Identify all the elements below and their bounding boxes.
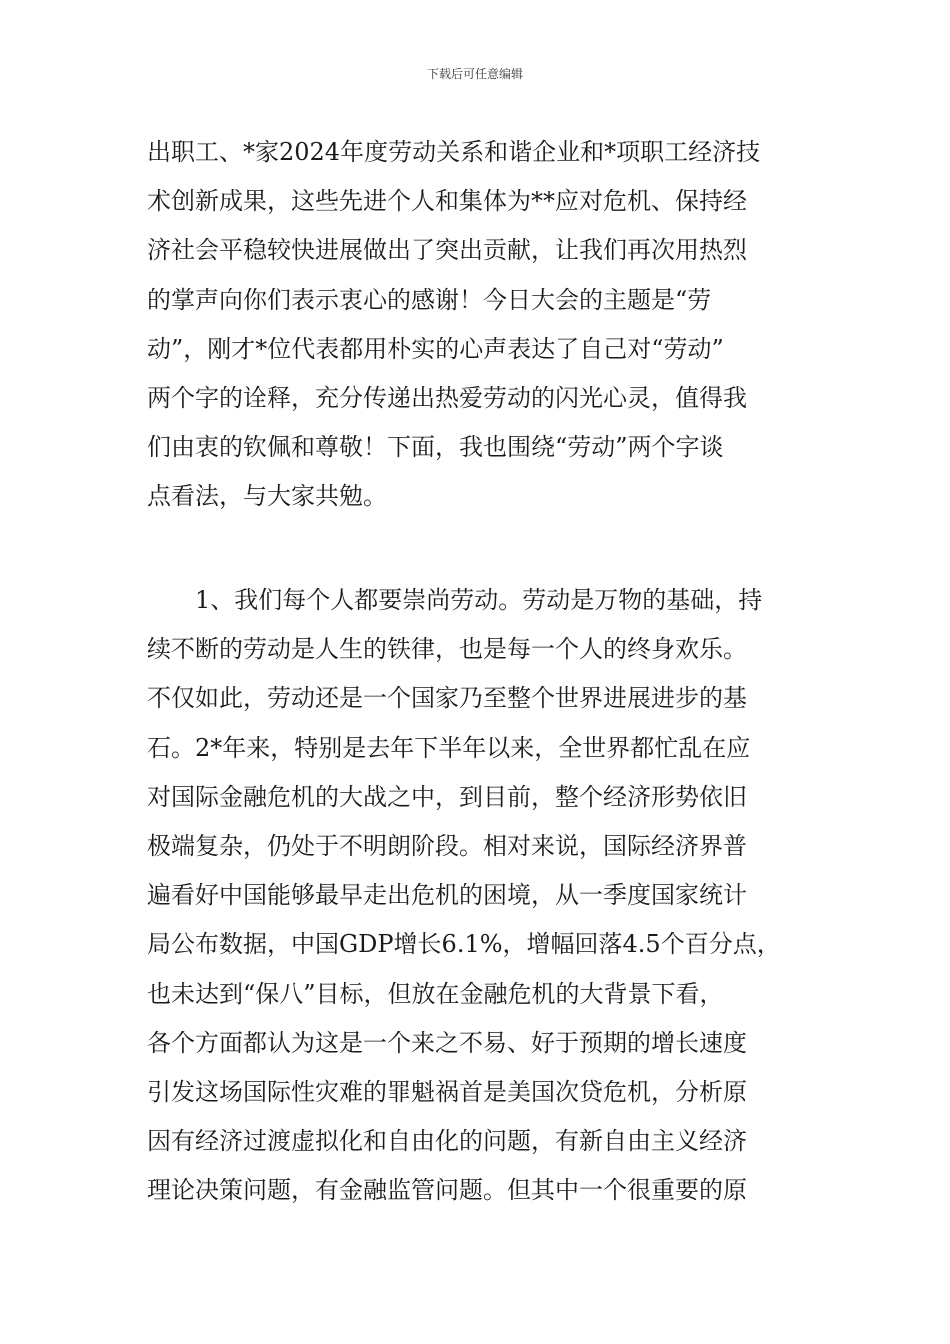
text-line: 的掌声向你们表示衷心的感谢！今日大会的主题是“劳 [147,285,712,314]
text-line: 动”，刚才*位代表都用朴实的心声表达了自己对“劳动” [147,334,724,363]
paragraph-1 [147,128,827,522]
paragraph-2 [147,576,827,1215]
text-line: 对国际金融危机的大战之中，到目前，整个经济形势依旧 [147,782,747,811]
text-line: 遍看好中国能够最早走出危机的困境，从一季度国家统计 [147,881,747,910]
text-line: 不仅如此，劳动还是一个国家乃至整个世界进展进步的基 [147,684,747,713]
text-line: 两个字的诠释，充分传递出热爱劳动的闪光心灵，值得我 [147,383,747,412]
text-line: 术创新成果，这些先进个人和集体为**应对危机、保持经 [147,187,747,216]
text-line: 们由衷的钦佩和尊敬！下面，我也围绕“劳动”两个字谈 [147,433,724,462]
text-line: 理论决策问题，有金融监管问题。但其中一个很重要的原 [147,1176,747,1205]
text-line: 出职工、*家2024年度劳动关系和谐企业和*项职工经济技 [147,138,761,166]
text-line: 极端复杂，仍处于不明朗阶段。相对来说，国际经济界普 [147,831,747,860]
text-line: 点看法，与大家共勉。 [147,482,387,511]
text-line: 局公布数据，中国GDP增长6.1%，增幅回落4.5个百分点， [147,930,781,959]
text-line: 石。2*年来，特别是去年下半年以来，全世界都忙乱在应 [147,733,751,762]
text-line: 济社会平稳较快进展做出了突出贡献，让我们再次用热烈 [147,236,747,265]
text-line: 各个方面都认为这是一个来之不易、好于预期的增长速度 [147,1028,747,1057]
text-line: 1、我们每个人都要崇尚劳动。劳动是万物的基础，持 [147,586,763,614]
page-header: 下载后可任意编辑 [426,67,523,81]
text-line: 也未达到“保八”目标，但放在金融危机的大背景下看， [147,979,724,1008]
text-line: 续不断的劳动是人生的铁律，也是每一个人的终身欢乐。 [147,635,747,664]
text-line: 引发这场国际性灾难的罪魁祸首是美国次贷危机，分析原 [147,1077,747,1106]
text-line: 因有经济过渡虚拟化和自由化的问题，有新自由主义经济 [147,1127,747,1156]
